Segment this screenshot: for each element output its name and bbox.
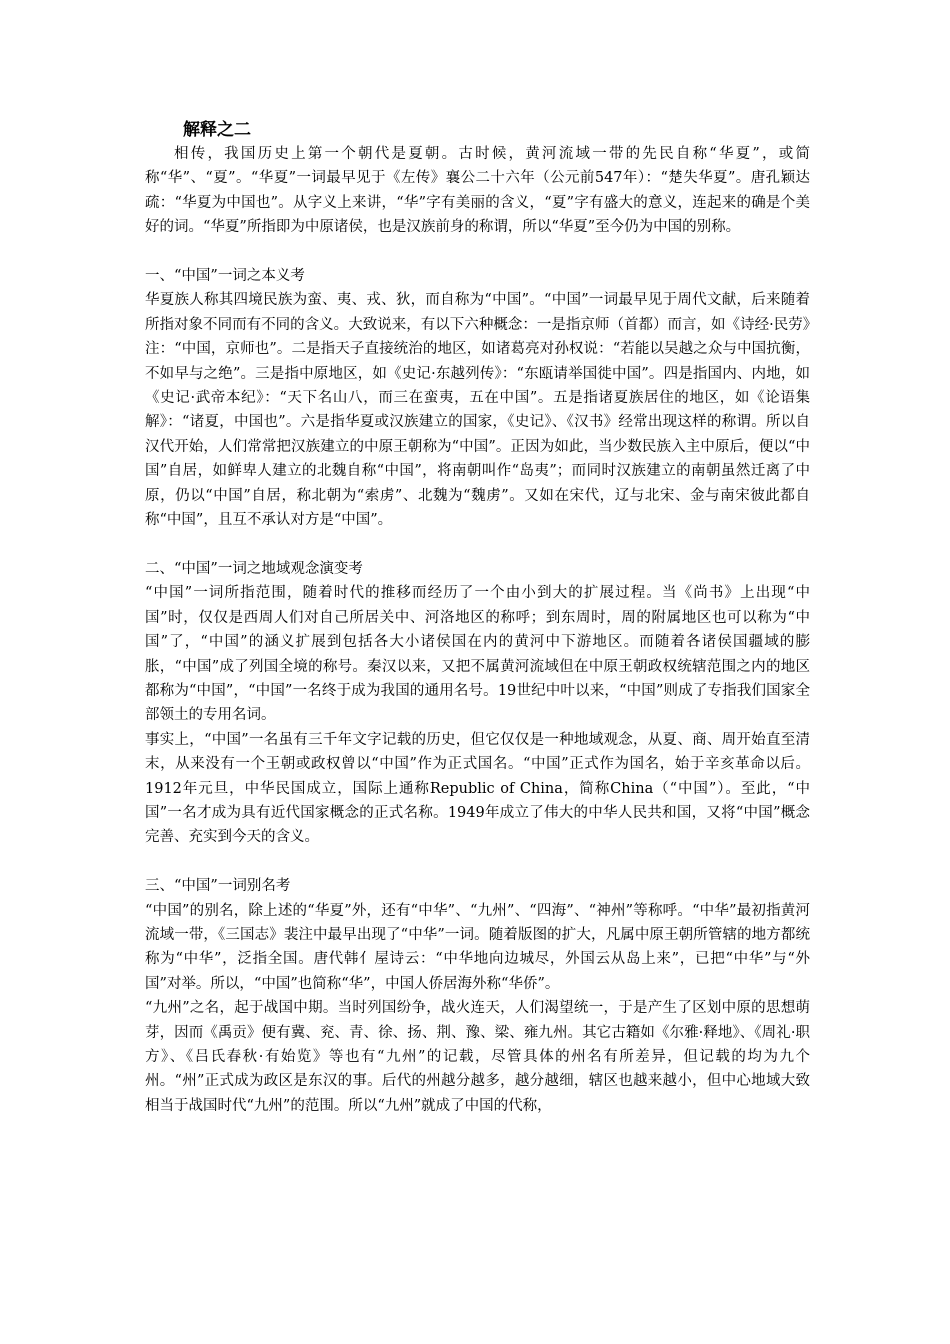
section-3-paragraph-2: “九州”之名，起于战国中期。当时列国纷争，战火连天，人们渴望统一，于是产生了区划中原的思想萌芽，因而《禹贡》便有冀、兖、青、徐、扬、荆、豫、梁、雍九州。其它古籍如《尔雅·释地》、《周礼·职方》、《吕氏春秋·有始览》等也有“九州”的记载，尽管具体的州名有所差异，但记载的均为九个州。“州”正式成为政区是东汉的事。后代的州越分越多，越分越细，辖区也越来越小，但中心地域大致相当于战国时代“九州”的范围。所以“九州”就成了中国的代称， (145, 1000, 810, 1114)
document-page (145, 118, 810, 1118)
document-title: 解释之二 (183, 120, 251, 140)
blank-line (145, 240, 810, 264)
blank-line (145, 532, 810, 556)
section-heading-3: 三、“中国”一词别名考 (145, 878, 291, 895)
blank-line (145, 850, 810, 874)
section-3-paragraph-1: “中国”的别名，除上述的“华夏”外，还有“中华”、“九州”、“四海”、“神州”等称呼。“中华”最初指黄河流域一带，《三国志》裴注中最早出现了“中华”一词。随着版图的扩大，凡属中原王朝所管辖的地方都统称为“中华”，泛指全国。唐代韩亻屋诗云：“中华地向边城尽，外国云从岛上来”，已把“中华”与“外国”对举。所以，“中国”也简称“华”，中国人侨居海外称“华侨”。 (145, 902, 810, 992)
section-1-paragraph-1: 华夏族人称其四境民族为蛮、夷、戎、狄，而自称为“中国”。“中国”一词最早见于周代文献，后来随着所指对象不同而有不同的含义。大致说来，有以下六种概念：一是指京师（首都）而言，如《诗经·民劳》注：“中国，京师也”。二是指天子直接统治的地区，如诸葛亮对孙权说：“若能以吴越之众与中国抗衡，不如早与之绝”。三是指中原地区，如《史记·东越列传》：“东瓯请举国徙中国”。四是指国内、内地，如《史记·武帝本纪》：“天下名山八，而三在蛮夷，五在中国”。五是指诸夏族居住的地区，如《论语集解》：“诸夏，中国也”。六是指华夏或汉族建立的国家，《史记》、《汉书》经常出现这样的称谓。所以自汉代开始，人们常常把汉族建立的中原王朝称为“中国”。正因为如此，当少数民族入主中原后，便以“中国”自居，如鲜卑人建立的北魏自称“中国”，将南朝叫作“岛夷”；而同时汉族建立的南朝虽然迁离了中原，仍以“中国”自居，称北朝为“索虏”、北魏为“魏虏”。又如在宋代，辽与北宋、金与南宋彼此都自称“中国”，且互不承认对方是“中国”。 (145, 292, 810, 529)
section-2-paragraph-1: “中国”一词所指范围，随着时代的推移而经历了一个由小到大的扩展过程。当《尚书》上出现“中国”时，仅仅是西周人们对自己所居关中、河洛地区的称呼；到东周时，周的附属地区也可以称为“中国”了，“中国”的涵义扩展到包括各大小诸侯国在内的黄河中下游地区。而随着各诸侯国疆域的膨胀，“中国”成了列国全境的称号。秦汉以来，又把不属黄河流域但在中原王朝政权统辖范围之内的地区都称为“中国”，“中国”一名终于成为我国的通用名号。19世纪中叶以来，“中国”则成了专指我们国家全部领土的专用名词。 (145, 585, 810, 724)
section-heading-1: 一、“中国”一词之本义考 (145, 268, 305, 285)
intro-paragraph: 相传，我国历史上第一个朝代是夏朝。古时候，黄河流域一带的先民自称“华夏”，或简称“华”、“夏”。“华夏”一词最早见于《左传》襄公二十六年（公元前547年）：“楚失华夏”。唐孔颖达疏：“华夏为中国也”。从字义上来讲，“华”字有美丽的含义，“夏”字有盛大的意义，连起来的确是个美好的词。“华夏”所指即为中原诸侯，也是汉族前身的称谓，所以“华夏”至今仍为中国的别称。 (145, 146, 810, 236)
section-heading-2: 二、“中国”一词之地域观念演变考 (145, 560, 363, 577)
section-2-paragraph-2: 事实上，“中国”一名虽有三千年文字记载的历史，但它仅仅是一种地域观念，从夏、商、周开始直至清末，从来没有一个王朝或政权曾以“中国”作为正式国名。“中国”正式作为国名，始于辛亥革命以后。1912年元旦，中华民国成立，国际上通称Republic of China，简称China（“中国”）。至此，“中国”一名才成为具有近代国家概念的正式名称。1949年成立了伟大的中华人民共和国，又将“中国”概念完善、充实到今天的含义。 (145, 731, 810, 846)
